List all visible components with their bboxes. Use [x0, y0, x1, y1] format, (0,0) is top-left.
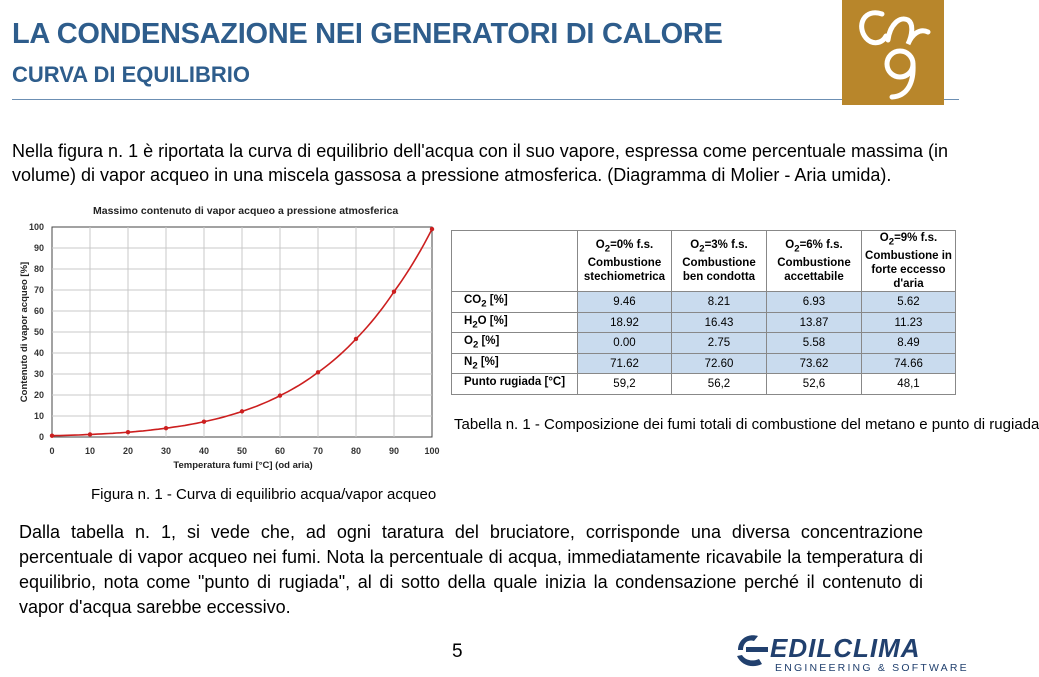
table-cell: 59,2 — [578, 374, 672, 395]
x-tick-label: 90 — [388, 446, 400, 456]
y-tick-label: 50 — [33, 327, 44, 337]
row-label: $O_2$ [%] — [452, 333, 578, 354]
y-tick-label: 60 — [33, 306, 44, 316]
table-cell: 48,1 — [862, 374, 956, 395]
header-divider — [12, 99, 959, 100]
y-tick-label: 0 — [38, 432, 44, 442]
combustion-table-wrapper — [451, 230, 956, 395]
y-tick-label: 30 — [33, 369, 44, 379]
column-header: $O_2=0\%$ f.s. Combustione stechiometrica — [578, 231, 672, 292]
table-cell: 6.93 — [767, 292, 862, 313]
row-label: $CO_2$ [%] — [452, 292, 578, 313]
row-label: $H_2O$ [%] — [452, 312, 578, 333]
y-tick-label: 10 — [33, 411, 44, 421]
table-cell: 72.60 — [672, 353, 767, 374]
table-cell: 74.66 — [862, 353, 956, 374]
table-header-row — [452, 231, 956, 292]
y-tick-label: 80 — [33, 264, 44, 274]
row-label: $N_2$ [%] — [452, 353, 578, 374]
page-number: 5 — [452, 641, 463, 662]
table-cell: 56,2 — [672, 374, 767, 395]
data-point — [316, 370, 320, 374]
table-cell: 5.58 — [767, 333, 862, 354]
table-row — [452, 292, 956, 313]
x-tick-label: 50 — [236, 446, 248, 456]
data-point — [392, 289, 396, 293]
table-cell: 18.92 — [578, 312, 672, 333]
combustion-table — [451, 230, 956, 395]
data-point — [354, 337, 358, 341]
table-cell: 11.23 — [862, 312, 956, 333]
equilibrium-chart — [15, 200, 445, 481]
column-header: $O_2=6\%$ f.s. Combustione accettabile — [767, 231, 862, 292]
table-cell: 8.49 — [862, 333, 956, 354]
table-row — [452, 374, 956, 395]
data-point — [430, 227, 434, 231]
y-tick-label: 100 — [28, 222, 44, 232]
row-label: Punto rugiada [°C] — [452, 374, 578, 395]
column-header: $O_2=9\%$ f.s. Combustione in forte eccesso d'aria — [862, 231, 956, 292]
table-row — [452, 312, 956, 333]
data-point — [126, 430, 130, 434]
table-cell: 16.43 — [672, 312, 767, 333]
x-tick-label: 60 — [274, 446, 286, 456]
x-tick-label: 100 — [424, 446, 440, 456]
table-row — [452, 353, 956, 374]
page-subtitle: CURVA DI EQUILIBRIO — [12, 62, 250, 87]
cng-logo — [842, 0, 944, 105]
brand-name: EDILCLIMA — [770, 633, 921, 663]
chart-title: Massimo contenuto di vapor acqueo a pressione atmosferica — [93, 205, 399, 217]
x-tick-label: 80 — [350, 446, 362, 456]
column-header: $O_2=3\%$ f.s. Combustione ben condotta — [672, 231, 767, 292]
y-tick-label: 40 — [33, 348, 44, 358]
table-cell: 52,6 — [767, 374, 862, 395]
x-tick-label: 30 — [160, 446, 172, 456]
data-point — [202, 419, 206, 423]
table-corner-cell — [452, 231, 578, 292]
table-cell: 2.75 — [672, 333, 767, 354]
table-cell: 5.62 — [862, 292, 956, 313]
x-tick-label: 10 — [84, 446, 96, 456]
y-tick-label: 90 — [33, 243, 44, 253]
brand-tagline: ENGINEERING & SOFTWARE — [775, 662, 969, 674]
x-tick-label: 20 — [122, 446, 134, 456]
table-cell: 13.87 — [767, 312, 862, 333]
data-point — [164, 426, 168, 430]
table-caption: Tabella n. 1 - Composizione dei fumi totali di combustione del metano e punto di rugiada — [454, 416, 1039, 433]
x-tick-label: 70 — [312, 446, 324, 456]
figure-caption: Figura n. 1 - Curva di equilibrio acqua/vapor acqueo — [91, 486, 437, 503]
y-axis-label: Contenuto di vapor acqueo [%] — [19, 261, 30, 403]
table-cell: 71.62 — [578, 353, 672, 374]
data-point — [240, 409, 244, 413]
table-row — [452, 333, 956, 354]
page-title: LA CONDENSAZIONE NEI GENERATORI DI CALORE — [12, 18, 723, 50]
data-point — [278, 393, 282, 397]
table-cell: 73.62 — [767, 353, 862, 374]
y-tick-label: 70 — [33, 285, 44, 295]
intro-paragraph: Nella figura n. 1 è riportata la curva di equilibrio dell'acqua con il suo vapore, espressa come percentuale massima (in volume) di vapor acqueo in una miscela gassosa a pressione atmosferica. (Diagramma di Molier - Aria umida). — [12, 141, 948, 185]
x-tick-label: 40 — [198, 446, 210, 456]
data-point — [50, 434, 54, 438]
y-tick-label: 20 — [33, 390, 44, 400]
x-axis-label: Temperatura fumi [°C] (od aria) — [173, 460, 313, 471]
data-point — [88, 432, 92, 436]
x-tick-label: 0 — [49, 446, 55, 456]
table-cell: 8.21 — [672, 292, 767, 313]
body-paragraph: Dalla tabella n. 1, si vede che, ad ogni taratura del bruciatore, corrisponde una diversa concentrazione percentuale di vapor acqueo nei fumi. Nota la percentuale di acqua, immediatamente ricavabile la temperatura di equilibrio, nota come "punto di rugiada", al di sotto della quale inizia la condensazione perché il contenuto di vapor d'acqua sarebbe eccessivo. — [19, 522, 923, 617]
table-cell: 9.46 — [578, 292, 672, 313]
table-cell: 0.00 — [578, 333, 672, 354]
